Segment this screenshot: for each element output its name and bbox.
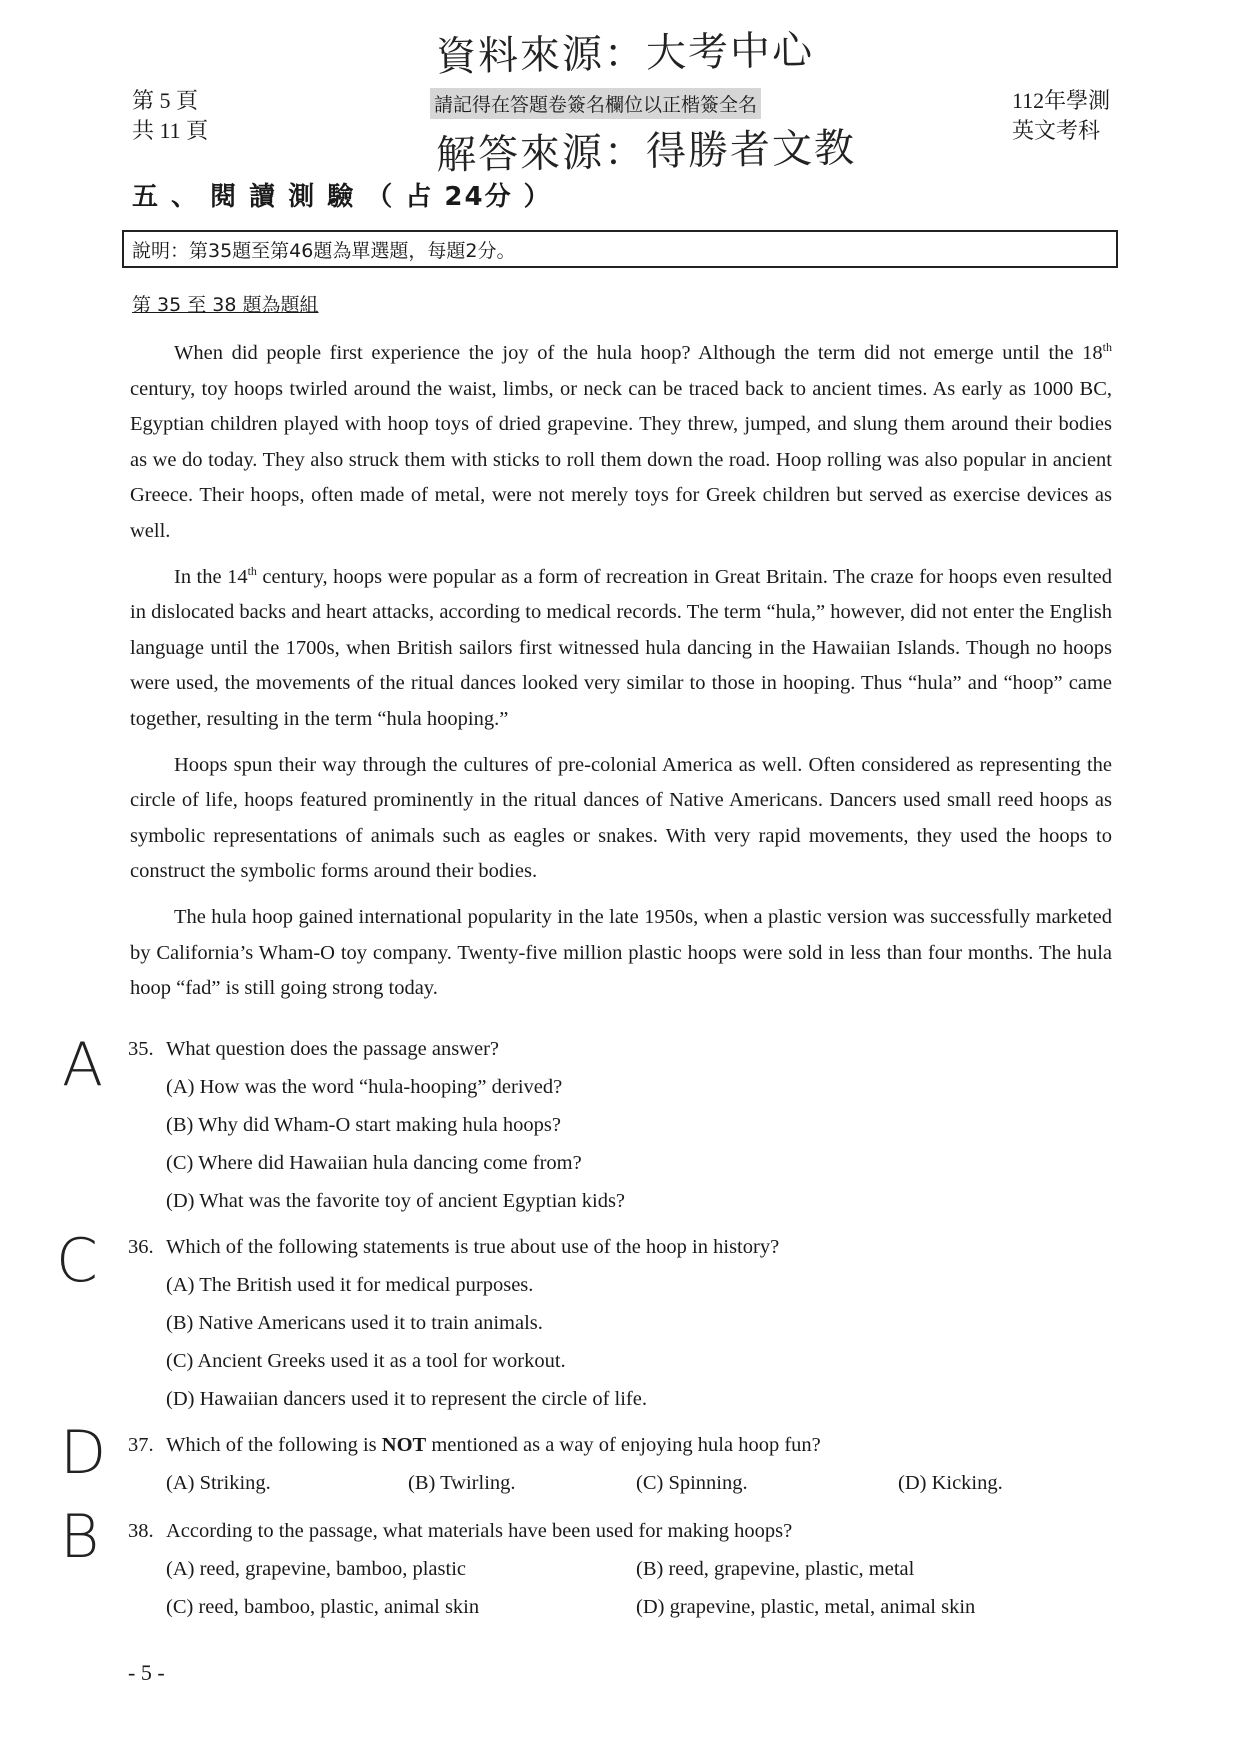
option-38-b[interactable]: (B) reed, grapevine, plastic, metal: [636, 1558, 915, 1580]
page-number-label: 第 5 頁: [132, 88, 199, 113]
question-stem: Which of the following statements is true about use of the hoop in history?: [166, 1236, 780, 1258]
handwritten-answer-35: A: [62, 1030, 104, 1100]
option-36-c[interactable]: (C) Ancient Greeks used it as a tool for workout.: [166, 1350, 566, 1372]
question-37: 37. Which of the following is NOT mentioned as a way of enjoying hula hoop fun?: [128, 1434, 821, 1456]
instruction-text: 說明：第35題至第46題為單選題，每題2分。: [132, 240, 516, 262]
instruction-box: [122, 230, 1118, 268]
option-36-b[interactable]: (B) Native Americans used it to train animals.: [166, 1312, 543, 1334]
handwritten-answer-38: B: [60, 1502, 100, 1572]
option-35-b[interactable]: (B) Why did Wham-O start making hula hoops?: [166, 1114, 561, 1136]
footer-page-number: - 5 -: [128, 1660, 165, 1685]
handwritten-answer-36: C: [56, 1226, 98, 1296]
option-35-c[interactable]: (C) Where did Hawaiian hula dancing come from?: [166, 1152, 582, 1174]
option-37-a[interactable]: (A) Striking.: [166, 1472, 271, 1494]
section-title: 五 、 閱 讀 測 驗 （ 占 24分 ）: [132, 182, 552, 212]
option-37-c[interactable]: (C) Spinning.: [636, 1472, 748, 1494]
reading-passage: [130, 336, 1112, 1007]
option-38-c[interactable]: (C) reed, bamboo, plastic, animal skin: [166, 1596, 480, 1618]
exam-year: 112年學測: [1012, 88, 1111, 113]
total-pages-label: 共 11 頁: [132, 118, 209, 143]
question-38: 38. According to the passage, what materials have been used for making hoops?: [128, 1520, 793, 1542]
question-stem: According to the passage, what materials have been used for making hoops?: [166, 1520, 793, 1542]
option-38-d[interactable]: (D) grapevine, plastic, metal, animal skin: [636, 1596, 976, 1618]
option-37-d[interactable]: (D) Kicking.: [898, 1472, 1003, 1494]
option-35-d[interactable]: (D) What was the favorite toy of ancient Egyptian kids?: [166, 1190, 626, 1212]
exam-subject: 英文考科: [1012, 118, 1101, 143]
passage-paragraph-3: Hoops spun their way through the cultures of pre-colonial America as well. Often considered as representing the circle of life, hoops featured prominently in the ritual dances of Native Americans. Dancers used small reed hoops as symbolic representations of animals such as eagles or snakes. With very rapid movements, they used the hoops to construct the symbolic forms around their bodies.: [130, 753, 1112, 883]
handwritten-answer-source-note: 解答來源：得勝者文教: [435, 125, 857, 179]
option-36-d[interactable]: (D) Hawaiian dancers used it to represent the circle of life.: [166, 1388, 647, 1410]
question-36: 36. Which of the following statements is true about use of the hoop in history?: [128, 1236, 780, 1258]
option-37-b[interactable]: (B) Twirling.: [408, 1472, 516, 1494]
option-38-a[interactable]: (A) reed, grapevine, bamboo, plastic: [166, 1558, 466, 1580]
passage-paragraph-2: In the 14th century, hoops were popular as a form of recreation in Great Britain. The craze for hoops even resulted in dislocated backs and heart attacks, according to medical records. The term “hula,” however, did not enter the English language until the 1700s, when British sailors first witnessed hula dancing in the Hawaiian Islands. Though no hoops were used, the movements of the ritual dances looked very similar to those in hooping. Thus “hula” and “hoop” came together, resulting in the term “hula hooping.”: [130, 563, 1112, 730]
passage-paragraph-1: When did people first experience the joy of the hula hoop? Although the term did not emerge until the 18th century, toy hoops twirled around the waist, limbs, or neck can be traced back to ancient times. As early as 1000 BC, Egyptian children played with hoop toys of dried grapevine. They threw, jumped, and slung them around their bodies as we do today. They also struck them with sticks to roll them down the road. Hoop rolling was also popular in ancient Greece. Their hoops, often made of metal, were not merely toys for Greek children but served as exercise devices as well.: [130, 340, 1112, 542]
handwritten-source-note: 資料來源：大考中心: [435, 27, 815, 81]
passage-paragraph-4: The hula hoop gained international popularity in the late 1950s, when a plastic version was successfully marketed by California’s Wham-O toy company. Twenty-five million plastic hoops were sold in less than four months. The hula hoop “fad” is still going strong today.: [130, 905, 1112, 1000]
question-35: 35. What question does the passage answer?: [128, 1038, 500, 1060]
signature-notice: 請記得在答題卷簽名欄位以正楷簽全名: [430, 88, 761, 119]
question-stem: What question does the passage answer?: [166, 1038, 500, 1060]
option-36-a[interactable]: (A) The British used it for medical purposes.: [166, 1274, 534, 1296]
handwritten-answer-37: D: [60, 1418, 107, 1488]
option-35-a[interactable]: (A) How was the word “hula-hooping” derived?: [166, 1076, 563, 1098]
question-group-label: 第 35 至 38 題為題組: [132, 294, 319, 316]
